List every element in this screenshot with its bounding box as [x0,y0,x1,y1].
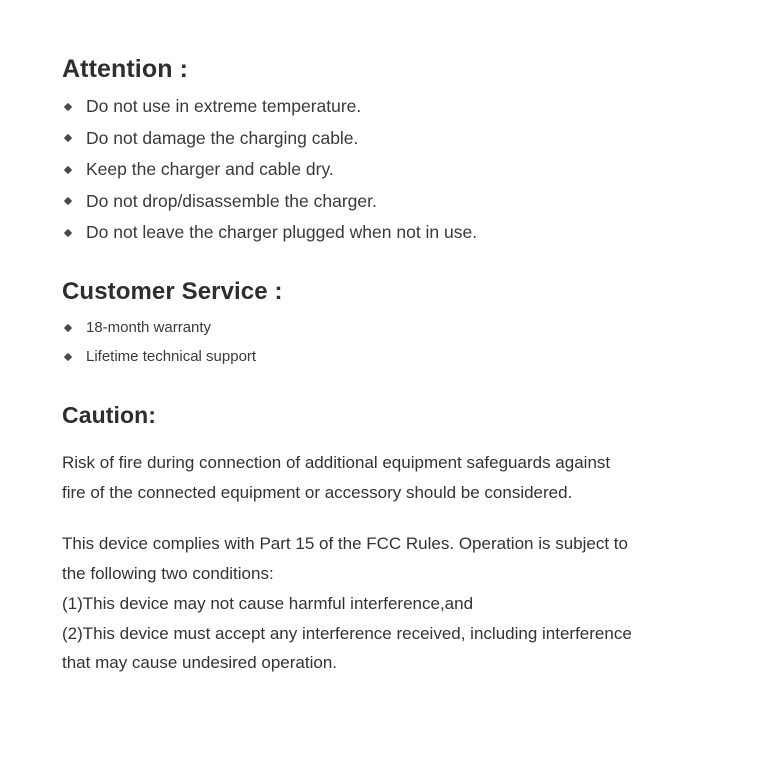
caution-heading: Caution: [62,402,157,429]
list-item-label: Do not drop/disassemble the charger. [86,190,377,211]
list-item [62,98,725,116]
customer-service-heading: Customer Service : [62,277,283,305]
list-item-label: Lifetime technical support [86,348,257,366]
paragraph-line: Risk of fire during connection of additional equipment safeguards against [62,452,611,472]
diamond-bullet-icon [64,134,72,142]
paragraph-line: (2)This device must accept any interference received, including interference [62,623,632,643]
section-customer-service [62,278,725,365]
section-caution [62,402,725,678]
list-item [62,349,725,364]
list-item-label: Do not leave the charger plugged when not in use. [86,222,478,242]
paragraph-line: fire of the connected equipment or accessory should be considered. [62,482,573,502]
diamond-bullet-icon [64,353,72,361]
list-item-label: 18-month warranty [86,319,212,337]
paragraph-line: (1)This device may not cause harmful interference,and [62,593,474,613]
list-item-label: Keep the charger and cable dry. [86,159,334,179]
list-item [62,320,725,335]
attention-list [62,98,725,242]
list-item [62,190,725,211]
fcc-compliance-paragraph [62,529,725,678]
list-item-label: Do not use in extreme temperature. [86,96,362,116]
list-item [62,161,725,179]
attention-heading: Attention : [62,55,189,83]
list-item-label: Do not damage the charging cable. [86,127,359,148]
diamond-bullet-icon [64,103,72,111]
paragraph-line: that may cause undesired operation. [62,653,338,673]
list-item [62,127,725,148]
diamond-bullet-icon [64,197,72,205]
diamond-bullet-icon [64,166,72,174]
section-attention [62,44,725,242]
paragraph-line: the following two conditions: [62,564,274,584]
paragraph-line: This device complies with Part 15 of the FCC Rules. Operation is subject to [62,534,628,554]
diamond-bullet-icon [64,324,72,332]
fire-risk-paragraph [62,448,725,508]
diamond-bullet-icon [64,229,72,237]
list-item [62,224,725,242]
customer-service-list [62,320,725,364]
